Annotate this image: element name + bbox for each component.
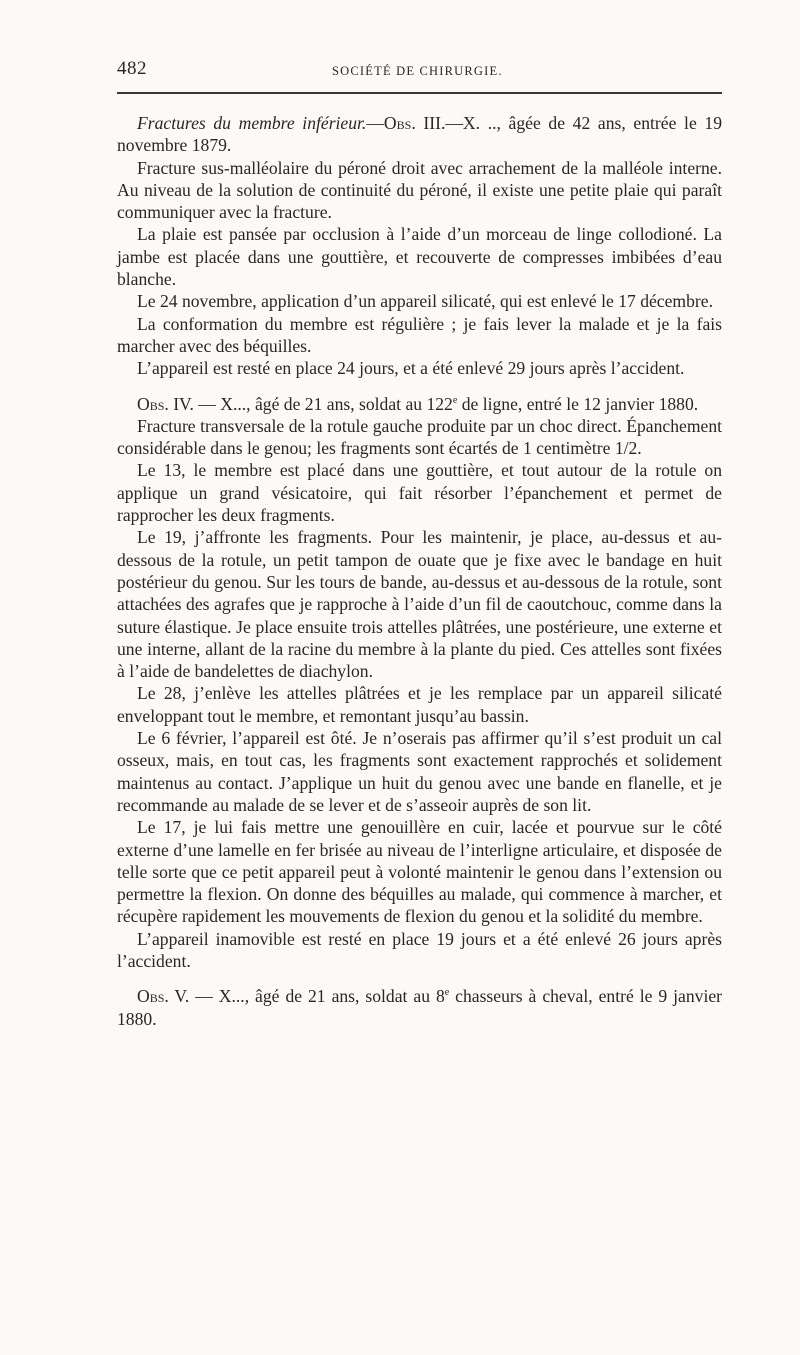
obs-4-heading xyxy=(117,393,722,415)
section-title: Fractures du membre inférieur. xyxy=(137,113,367,133)
obs-5-heading-text-end: chasseurs à cheval, entré le 9 janvier 1880. xyxy=(117,986,723,1029)
obs-4-paragraph: Fracture transversale de la rotule gauche produite par un choc direct. Épanchement considérable dans le genou; les fragments sont écartés de 1 centimètre 1/2. xyxy=(117,415,722,459)
running-title: SOCIÉTÉ DE CHIRURGIE. xyxy=(332,64,503,78)
obs-4-paragraph: Le 6 février, l’appareil est ôté. Je n’oserais pas affirmer qu’il s’est produit un cal osseux, mais, en tout cas, les fragments sont exactement rapprochés et solidement maintenus au contact. J’applique un huit du genou avec une bande en flanelle, et je recommande au malade de se lever et de s’asseoir auprès de son lit. xyxy=(117,728,722,815)
obs-label: Obs xyxy=(383,113,412,133)
obs-3-heading-text: . III.—X. .., âgée de 42 ans, entrée le 19 novembre 1879. xyxy=(117,113,722,156)
obs-3-paragraph: La plaie est pansée par occlusion à l’aide d’un morceau de linge collodioné. La jambe est placée dans une gouttière, et recouverte de compresses imbibées d’eau blanche. xyxy=(117,224,722,290)
ordinal-superscript: e xyxy=(444,987,450,999)
obs-4-heading-text-end: de ligne, entré le 12 janvier 1880. xyxy=(457,393,699,414)
obs-3-paragraph: Le 24 novembre, application d’un appareil silicaté, qui est enlevé le 17 décembre. xyxy=(137,291,713,312)
header-rule xyxy=(117,92,722,94)
obs-5-heading xyxy=(117,985,722,1030)
obs-4-paragraph: Le 17, je lui fais mettre une genouillère en cuir, lacée et pourvue sur le côté externe d’une lamelle en fer brisée au niveau de l’interligne articulaire, et disposée de telle sorte que ce petit appareil peut à volonté maintenir le genou dans l’extension ou permettre la flexion. On donne des béquilles au malade, qui commence à marcher, et récupère rapidement les mouvements de flexion du genou et la solidité du membre. xyxy=(117,817,722,927)
ordinal-superscript: e xyxy=(452,394,458,406)
obs-4-paragraph: Le 28, j’enlève les attelles plâtrées et je les remplace par un appareil silicaté enveloppant tout le membre, et remontant jusqu’au bassin. xyxy=(117,683,722,726)
page-number: 482 xyxy=(117,58,147,79)
obs-3-heading xyxy=(117,112,722,157)
section-dash: — xyxy=(366,113,384,133)
obs-3-paragraph: La conformation du membre est régulière ; je fais lever la malade et je la fais marcher avec des béquilles. xyxy=(117,313,722,356)
obs-3-paragraph: Fracture sus-malléolaire du péroné droit avec arrachement de la malléole interne. Au niveau de la solution de continuité du péroné, il existe une petite plaie qui paraît communiquer avec la fracture. xyxy=(117,157,722,223)
obs-label: Obs xyxy=(137,393,165,414)
obs-5-heading-text: . V. — X..., âgé de 21 ans, soldat au 8 xyxy=(164,986,445,1007)
obs-4-paragraph: L’appareil inamovible est resté en place 19 jours et a été enlevé 26 jours après l’accident. xyxy=(117,928,722,971)
obs-4-paragraph: Le 19, j’affronte les fragments. Pour les maintenir, je place, au-dessus et au-dessous de la rotule, un petit tampon de ouate que je fixe avec le bandage en huit postérieur du genou. Sur les tours de bande, au-dessus et au-dessous de la rotule, sont attachées des agrafes que je rapproche à l’aide d’un fil de caoutchouc, comme dans la suture élastique. Je place ensuite trois attelles plâtrées, une postérieure, une externe et une interne, allant de la racine du membre à la plante du pied. Ces attelles sont fixées à l’aide de bandelettes de diachylon. xyxy=(117,527,722,682)
obs-4-paragraph: Le 13, le membre est placé dans une gouttière, et tout autour de la rotule on applique un grand vésicatoire, qui fait résorber l’épanchement et permet de rapprocher les deux fragments. xyxy=(117,460,722,526)
obs-3-paragraph: L’appareil est resté en place 24 jours, et a été enlevé 29 jours après l’accident. xyxy=(137,358,685,379)
body-text xyxy=(117,112,722,1030)
obs-4-heading-text: . IV. — X..., âgé de 21 ans, soldat au 122 xyxy=(164,393,453,414)
page-header xyxy=(117,58,722,88)
obs-label: Obs xyxy=(137,986,165,1007)
